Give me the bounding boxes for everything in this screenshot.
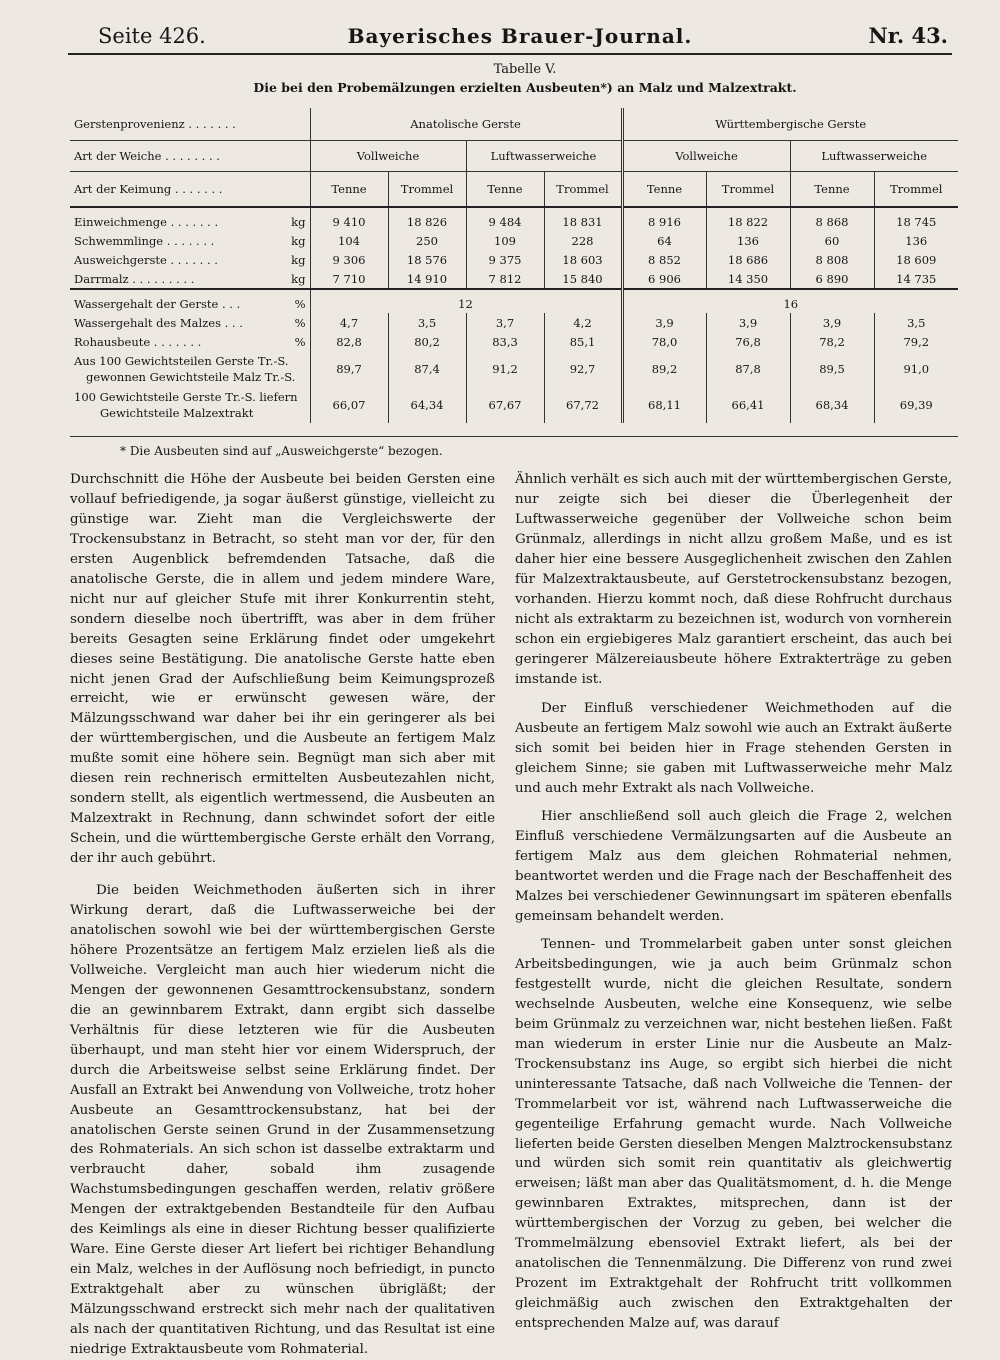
table-cell: 9 410 — [310, 207, 388, 231]
table-cell: 60 — [790, 231, 874, 250]
table-cell: 12 — [310, 289, 622, 313]
col-header-trommel: Trommel — [388, 172, 466, 208]
header-label-steeping: Art der Weiche . . . . . . . . — [70, 141, 310, 172]
table-row — [70, 332, 958, 351]
table-cell: 136 — [874, 231, 958, 250]
table-cell: 18 826 — [388, 207, 466, 231]
col-header-trommel: Trommel — [874, 172, 958, 208]
table-cell: 92,7 — [544, 351, 622, 387]
table-row — [70, 269, 958, 289]
paragraph: Der Einfluß verschiedener Weichmethoden auf die Ausbeute an fertigem Malz sowohl wie auch an Extrakt äußerte sich somit bei beiden hier in Frage stehenden Gersten in gleichem Sinne; sie gaben mit Luftwasserweiche mehr Malz und auch mehr Extrakt als nach Vollweiche. — [515, 701, 952, 797]
table-cell: 14 735 — [874, 269, 958, 289]
table-cell: 69,39 — [874, 387, 958, 423]
table-cell: 3,5 — [874, 313, 958, 332]
row-unit: kg — [291, 233, 306, 248]
col-header-trommel: Trommel — [544, 172, 622, 208]
table-cell: 4,2 — [544, 313, 622, 332]
table-cell: 9 306 — [310, 250, 388, 269]
subheader-luftwasserweiche: Luftwasserweiche — [466, 141, 622, 172]
row-label-line1: Aus 100 Gewichtsteilen Gerste Tr.-S. — [74, 354, 289, 368]
table-cell: 228 — [544, 231, 622, 250]
table-cell: 3,9 — [622, 313, 706, 332]
row-label: Wassergehalt des Malzes . . . — [74, 315, 243, 330]
table-cell: 7 710 — [310, 269, 388, 289]
group-header-wuerttemberg: Württembergische Gerste — [622, 108, 958, 141]
col-header-tenne: Tenne — [790, 172, 874, 208]
table-cell: 68,11 — [622, 387, 706, 423]
paragraph: Hier anschließend soll auch gleich die Frage 2, welchen Einfluß verschiedene Vermälzungsarten auf die Ausbeute an fertigem Malz aus dem gleichen Rohmaterial nehmen, beantwortet werden und die Frage nach der Beschaffenheit des Malzes bei verschiedener Gewinnungsart im späteren ebenfalls gemeinsam behandelt werden. — [515, 809, 952, 925]
paragraph: Tennen- und Trommelarbeit gaben unter sonst gleichen Arbeitsbedingungen, wie ja auch beim Grünmalz schon festgestellt wurde, nicht die gleichen Resultate, sondern wechselnde Ausbeuten, welche eine Konsequenz, wie selbe beim Grünmalz zu verzeichnen war, nicht bestehen ließen. Faßt man wiederum in erster Linie nur die Ausbeute an Malz-Trockensubstanz ins Auge, so ergibt sich hierbei die nicht uninteressante Tatsache, daß nach Vollweiche die Tennen- der Trommelarbeit vor ist, während nach Luftwasserweiche die gegenteilige Erfahrung gemacht wurde. Nach Vollweiche lieferten beide Gersten dieselben Mengen Malztrockensubstanz und würden sich somit rein quantitativ als gleichwertig erweisen; läßt man aber das Qualitätsmoment, d. h. die Menge gewinnbaren Extraktes, mitsprechen, dann ist der württembergischen der Vorzug zu geben, bei welcher die Trommelmälzung ebensoviel Extrakt liefert, als bei der anatolischen die Tennenmälzung. Die Differenz von rund zwei Prozent im Extraktgehalt der Rohfrucht tritt vollkommen gleichmäßig auch zwischen den Extraktgehalten der entsprechenden Malze auf, was darauf — [515, 936, 952, 1332]
row-unit: kg — [291, 214, 306, 229]
table-cell: 18 603 — [544, 250, 622, 269]
table-cell: 67,72 — [544, 387, 622, 423]
table-cell: 85,1 — [544, 332, 622, 351]
table-cell: 9 484 — [466, 207, 544, 231]
row-label-line2: gewonnen Gewichtsteile Malz Tr.-S. — [86, 370, 296, 384]
table-cell: 3,9 — [706, 313, 790, 332]
table-cell: 64,34 — [388, 387, 466, 423]
table-cell: 89,5 — [790, 351, 874, 387]
table-number: Tabelle V. — [493, 62, 557, 77]
table-row — [70, 231, 958, 250]
table-cell: 109 — [466, 231, 544, 250]
journal-title: Bayerisches Brauer-Journal. — [347, 24, 693, 48]
table-row — [70, 250, 958, 269]
table-cell: 8 868 — [790, 207, 874, 231]
table-cell: 78,2 — [790, 332, 874, 351]
table-row — [70, 351, 958, 387]
table-cell: 18 822 — [706, 207, 790, 231]
table-cell: 66,07 — [310, 387, 388, 423]
row-label: Einweichmenge . . . . . . . — [74, 214, 219, 229]
table-cell: 89,7 — [310, 351, 388, 387]
table-cell: 9 375 — [466, 250, 544, 269]
paragraph: Ähnlich verhält es sich auch mit der württembergischen Gerste, nur zeigte sich bei dieser die Überlegenheit der Luftwasserweiche gegenüber der Vollweiche schon beim Grünmalz, allerdings in nicht allzu großem Maße, und es ist daher hier eine bessere Ausgeglichenheit zwischen den Zahlen für Malzextraktausbeute, auf Gerstetrockensubstanz bezogen, vorhanden. Hierzu kommt noch, daß diese Rohfrucht durchaus nicht als extraktarm zu bezeichnen ist, wodurch von vornherein schon ein ergiebigeres Malz garantiert erscheint, das auch bei geringerer Mälzereiausbeute höhere Extrakterträge zu geben imstande ist. — [515, 472, 952, 687]
col-header-tenne: Tenne — [622, 172, 706, 208]
header-label-germination: Art der Keimung . . . . . . . — [70, 172, 310, 208]
table-cell: 67,67 — [466, 387, 544, 423]
table-cell: 18 745 — [874, 207, 958, 231]
table-cell: 66,41 — [706, 387, 790, 423]
table-cell: 250 — [388, 231, 466, 250]
table-cell: 83,3 — [466, 332, 544, 351]
table-row — [70, 387, 958, 423]
col-header-trommel: Trommel — [706, 172, 790, 208]
table-cell: 104 — [310, 231, 388, 250]
table-cell: 79,2 — [874, 332, 958, 351]
table-cell: 8 808 — [790, 250, 874, 269]
row-label: Ausweichgerste . . . . . . . — [74, 252, 218, 267]
subheader-vollweiche: Vollweiche — [310, 141, 466, 172]
row-label: Schwemmlinge . . . . . . . — [74, 233, 215, 248]
table-bottom-rule — [70, 436, 958, 437]
table-cell: 14 910 — [388, 269, 466, 289]
subheader-luftwasserweiche: Luftwasserweiche — [790, 141, 958, 172]
row-label-line2: Gewichtsteile Malzextrakt — [100, 406, 254, 420]
table-cell: 18 686 — [706, 250, 790, 269]
table-cell: 18 831 — [544, 207, 622, 231]
row-unit: kg — [291, 271, 306, 286]
table-cell: 91,0 — [874, 351, 958, 387]
table-cell: 18 609 — [874, 250, 958, 269]
paragraph: Die beiden Weichmethoden äußerten sich in ihrer Wirkung derart, daß die Luftwasserweiche bei der anatolischen sowohl wie bei der württembergischen Gerste höhere Prozentsätze an fertigem Malz erzielen ließ als die Vollweiche. Vergleicht man auch hier wiederum nicht die Mengen der gewonnenen Gesamttrockensubstanz, sondern die an gewinnbarem Extrakt, dann ergibt sich dasselbe Verhältnis für diese letzteren wie für die Ausbeuten überhaupt, und man steht hier vor einem Widerspruch, der durch die Arbeitsweise selbst seine Erklärung findet. Der Ausfall an Extrakt bei Anwendung von Vollweiche, trotz hoher Ausbeute an Gesamttrockensubstanz, hat bei der anatolischen Gerste seinen Grund in der Zusammensetzung des Rohmaterials. An sich schon ist dasselbe extraktarm und verbraucht daher, sobald ihm zusagende Wachstumsbedingungen geschaffen werden, relativ größere Mengen der extraktgebenden Bestandteile für den Aufbau des Keimlings als eine in dieser Richtung besser qualifizierte Ware. Eine Gerste dieser Art liefert bei richtiger Behandlung ein Malz, welches in der Auflösung noch befriedigt, in puncto Extraktgehalt aber zu wünschen übrigläßt; der Mälzungsschwand erstreckt sich mehr nach der qualitativen als nach der quantitativen Richtung, und das Resultat ist eine niedrige Extraktausbeute vom Rohmaterial. — [70, 883, 495, 1357]
group-header-anatolian: Anatolische Gerste — [310, 108, 622, 141]
table-row — [70, 313, 958, 332]
header-rule — [68, 53, 952, 55]
table-title: Die bei den Probemälzungen erzielten Ausbeuten*) an Malz und Malzextrakt. — [253, 80, 797, 95]
table-cell: 3,7 — [466, 313, 544, 332]
left-text-column — [70, 470, 495, 1360]
table-cell: 18 576 — [388, 250, 466, 269]
table-cell: 8 852 — [622, 250, 706, 269]
row-label: Rohausbeute . . . . . . . — [74, 334, 202, 349]
table-cell: 16 — [622, 289, 958, 313]
table-cell: 78,0 — [622, 332, 706, 351]
row-unit: kg — [291, 252, 306, 267]
table-cell: 6 890 — [790, 269, 874, 289]
table-cell: 80,2 — [388, 332, 466, 351]
table-row — [70, 207, 958, 231]
row-label-line1: 100 Gewichtsteile Gerste Tr.-S. liefern — [74, 390, 298, 404]
yield-table — [70, 108, 958, 423]
issue-number: Nr. 43. — [868, 23, 948, 48]
table-cell: 136 — [706, 231, 790, 250]
table-cell: 87,4 — [388, 351, 466, 387]
table-row — [70, 289, 958, 313]
table-cell: 7 812 — [466, 269, 544, 289]
row-label: Wassergehalt der Gerste . . . — [74, 296, 241, 311]
table-cell: 8 916 — [622, 207, 706, 231]
table-cell: 87,8 — [706, 351, 790, 387]
col-header-tenne: Tenne — [310, 172, 388, 208]
table-footnote: * Die Ausbeuten sind auf „Ausweichgerste“ bezogen. — [120, 444, 443, 458]
row-unit: % — [294, 315, 306, 330]
table-cell: 82,8 — [310, 332, 388, 351]
row-unit: % — [294, 334, 306, 349]
row-label: Darrmalz . . . . . . . . . — [74, 271, 195, 286]
table-cell: 15 840 — [544, 269, 622, 289]
table-cell: 3,9 — [790, 313, 874, 332]
table-cell: 68,34 — [790, 387, 874, 423]
table-cell: 14 350 — [706, 269, 790, 289]
table-cell: 76,8 — [706, 332, 790, 351]
right-text-column — [515, 470, 952, 1334]
table-cell: 64 — [622, 231, 706, 250]
table-cell: 91,2 — [466, 351, 544, 387]
table-cell: 6 906 — [622, 269, 706, 289]
paragraph: Durchschnitt die Höhe der Ausbeute bei beiden Gersten eine vollauf befriedigende, ja sogar äußerst günstige, vielleicht zu günstige war. Zieht man die Vergleichswerte der Trockensubstanz in Betracht, so steht man vor der, für den ersten Augenblick befremdenden Tatsache, daß die anatolische Gerste, die in allem und jedem mindere Ware, nicht nur auf gleicher Stufe mit ihrer Konkurrentin steht, sondern dieselbe noch übertrifft, was aber in dem früher bereits Gesagten seine Erklärung findet oder umgekehrt dieses seine Bestätigung. Die anatolische Gerste hatte eben nicht jenen Grad der Aufschließung beim Keimungsprozeß erreicht, wie er erwünscht gewesen wäre, der Mälzungsschwand war daher bei ihr ein geringerer als bei der württembergischen, und die Ausbeute an fertigem Malz mußte somit eine höhere sein. Begnügt man sich aber mit diesen rein rechnerisch ermittelten Ausbeutezahlen nicht, sondern stellt, als eigentlich wertmessend, die Ausbeuten an Malzextrakt in Rechnung, dann schwindet sofort der eitle Schein, und die württembergische Gerste erhält den Vorrang, der ihr auch gebührt. — [70, 472, 495, 867]
table-cell: 89,2 — [622, 351, 706, 387]
page-number: Seite 426. — [98, 24, 206, 48]
header-label-provenance: Gerstenprovenienz . . . . . . . — [70, 108, 310, 141]
row-unit: % — [294, 296, 306, 311]
table-cell: 3,5 — [388, 313, 466, 332]
table-cell: 4,7 — [310, 313, 388, 332]
col-header-tenne: Tenne — [466, 172, 544, 208]
subheader-vollweiche: Vollweiche — [622, 141, 790, 172]
